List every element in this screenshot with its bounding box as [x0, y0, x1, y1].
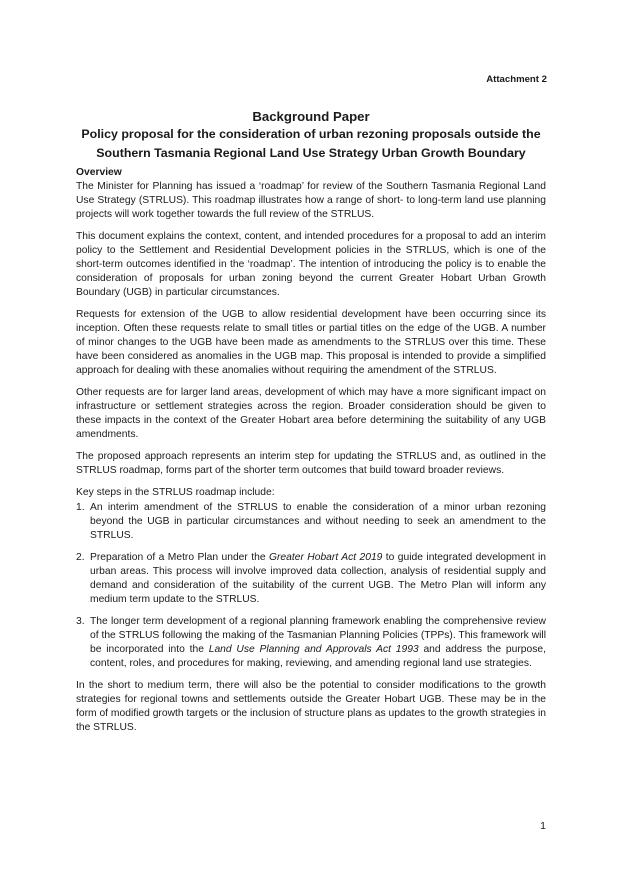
- paragraph: The Minister for Planning has issued a ‘roadmap’ for review of the Southern Tasmania Regional Land Use Strategy (STRLUS). This roadmap illustrates how a range of short- to long-term land use planning projects will work together towards the full review of the STRLUS.: [76, 181, 546, 220]
- attachment-label: Attachment 2: [486, 74, 547, 85]
- key-steps-intro: Key steps in the STRLUS roadmap include:: [76, 487, 275, 498]
- closing-paragraph: In the short to medium term, there will also be the potential to consider modifications to the growth strategies for regional towns and settlements outside the Greater Hobart UGB. These may be in the form of modified growth targets or the inclusion of structure plans as updates to the growth strategies in the STRLUS.: [76, 680, 546, 733]
- paragraph: The proposed approach represents an interim step for updating the STRLUS and, as outlined in the STRLUS roadmap, forms part of the shorter term outcomes that build toward broader reviews.: [76, 451, 546, 476]
- text-run: to guide integrated development in urban areas. This process will involve improved data collection, analysis of residential supply and demand and consideration of the suitability of the current UGB. The Metro Plan will inform any medium term update to the STRLUS.: [90, 552, 546, 605]
- list-number: 2.: [76, 552, 85, 563]
- page-number: 1: [540, 820, 546, 832]
- list-item-text: An interim amendment of the STRLUS to enable the consideration of a minor urban rezoning beyond the UGB in particular circumstances and without needing to seek an amendment to the STRLUS.: [90, 502, 546, 541]
- list-item-text: [90, 552, 546, 605]
- paragraph: This document explains the context, content, and intended procedures for a proposal to add an interim policy to the Settlement and Residential Development policies in the STRLUS, which is one of the short-term outcomes identified in the ‘roadmap’. The intention of introducing the policy is to enable the consideration of proposals for urban zoning beyond the current Greater Hobart Urban Growth Boundary (UGB) in particular circumstances.: [76, 231, 546, 298]
- act-title: Greater Hobart Act 2019: [268, 552, 383, 563]
- overview-heading: Overview: [76, 167, 122, 178]
- text-run: Preparation of a Metro Plan under the: [90, 552, 269, 563]
- text-run: The longer term development of a regional planning framework enabling the comprehensive review of the STRLUS following the making of the Tasmanian Planning Policies (TPPs). This framework will be incorporated into the: [90, 616, 546, 655]
- subtitle-line-2: Southern Tasmania Regional Land Use Strategy Urban Growth Boundary: [96, 145, 526, 160]
- text-run: and address the purpose, content, roles, and procedures for making, reviewing, and amending regional land use strategies.: [90, 644, 546, 669]
- body-content: [76, 166, 546, 743]
- list-number: 1.: [76, 502, 85, 513]
- title-block: [76, 108, 546, 162]
- list-item: [76, 551, 546, 607]
- list-number: 3.: [76, 616, 85, 627]
- key-steps-list: [76, 501, 546, 671]
- subtitle-line-1: Policy proposal for the consideration of urban rezoning proposals outside the: [81, 127, 541, 141]
- list-item: [76, 501, 546, 543]
- list-item: [76, 615, 546, 671]
- paragraph: Other requests are for larger land areas, development of which may have a more significant impact on infrastructure or settlement strategies across the region. Broader consideration should be given to these impacts in the context of the Greater Hobart area before determining the suitability of any UGB amendments.: [76, 387, 546, 440]
- act-title: Land Use Planning and Approvals Act 1993: [208, 644, 419, 655]
- paragraph: Requests for extension of the UGB to allow residential development have been occurring since its inception. Often these requests relate to small titles or partial titles on the edge of the UGB. A number of minor changes to the UGB have been made as amendments to the STRLUS over this time. These have been considered as anomalies in the UGB map. This proposal is intended to provide a simplified approach for dealing with these anomalies without requiring the amendment of the STRLUS.: [76, 309, 546, 376]
- list-item-text: [90, 616, 546, 669]
- page-title: Background Paper: [252, 109, 370, 124]
